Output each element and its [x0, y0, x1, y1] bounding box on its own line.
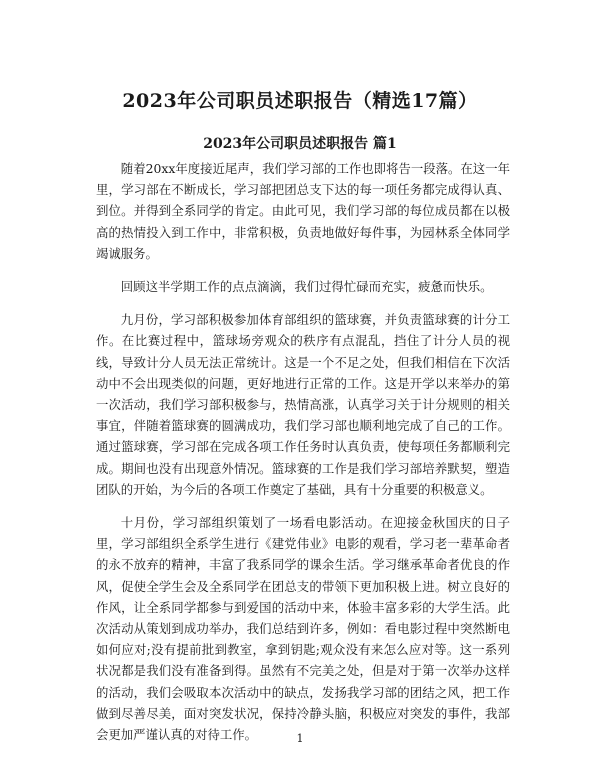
- document-title: 2023年公司职员述职报告（精选17篇）: [122, 90, 478, 112]
- paragraph: 回顾这半学期工作的点点滴滴，我们过得忙碌而充实，疲惫而快乐。: [120, 279, 493, 295]
- paragraph: 十月份，学习部组织策划了一场看电影活动。在迎接金秋国庆的日子里，学习部组织全系学生进行《建党伟业》电影的观看，学习老一辈革命者的永不放弃的精神，丰富了我系同学的课余生活。学习继承革命者优良的作风，促使全学生会及全系同学在团总支的带领下更加积极上进。树立良好的作风，让全系同学都参与到爱国的活动中来，体验丰富多彩的大学生活。此次活动从策划到成功举办，我们总结到许多，例如：看电影过程中突然断电如何应对;没有提前批到教室，拿到钥匙;观众没有来怎么应对等。这一系列状况都是我们没有准备到得。虽然有不完美之处，但是对于第一次举办这样的活动，我们会吸取本次活动中的缺点，发扬我学习部的团结之风，把工作做到尽善尽美，面对突发状况，保持冷静头脑，积极应对突发的事件，我部会更加严谨认真的对待工作。: [96, 515, 510, 743]
- paragraph: 九月份，学习部积极参加体育部组织的篮球赛，并负责篮球赛的计分工作。在比赛过程中，篮球场旁观众的秩序有点混乱，挡住了计分人员的视线，导致计分人员无法正常统计。这是一个不足之处，但我们相信在下次活动中不会出现类似的问题，更好地进行正常的工作。这是开学以来举办的第一次活动，我们学习部积极参与，热情高涨，认真学习关于计分规则的相关事宜，伴随着篮球赛的圆满成功，我们学习部也顺利地完成了自己的工作。通过篮球赛，学习部在完成各项工作任务时认真负责，使每项任务都顺利完成。期间也没有出现意外情况。篮球赛的工作是我们学习部培养默契，塑造团队的开始，为今后的各项工作奠定了基础，具有十分重要的积极意义。: [96, 312, 510, 497]
- document-body: [96, 158, 510, 757]
- page-number: 1: [296, 732, 304, 745]
- section-title: 2023年公司职员述职报告 篇1: [203, 136, 397, 152]
- paragraph: 随着20xx年度接近尾声，我们学习部的工作也即将告一段落。在这一年里，学习部在不断成长，学习部把团总支下达的每一项任务都完成得认真、到位。并得到全系同学的肯定。由此可见，我们学习部的每位成员都在以极高的热情投入到工作中，非常积极，负责地做好每件事，为园林系全体同学竭诚服务。: [96, 161, 510, 261]
